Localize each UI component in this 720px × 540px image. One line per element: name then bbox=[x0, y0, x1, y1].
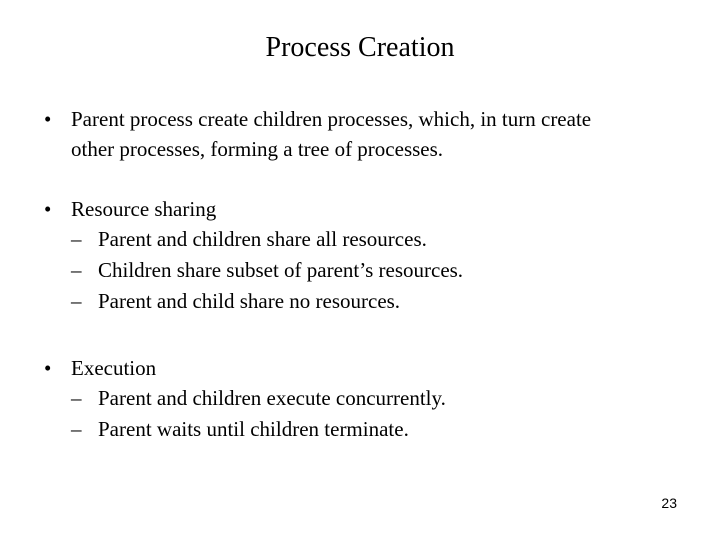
bullet-text: Execution bbox=[71, 356, 157, 380]
sub-bullet bbox=[71, 255, 684, 286]
slide-number: 23 bbox=[661, 495, 677, 511]
sub-bullet-marker: – bbox=[71, 417, 82, 441]
sub-bullet-marker: – bbox=[71, 289, 82, 313]
sub-bullet-marker: – bbox=[71, 386, 82, 410]
sub-bullet-text: Parent and children execute concurrently. bbox=[98, 386, 446, 410]
bullet-text bbox=[71, 104, 684, 164]
sub-bullet bbox=[71, 224, 684, 255]
sub-bullet bbox=[71, 414, 684, 445]
bullet-resource-sharing bbox=[44, 194, 684, 317]
sub-bullet bbox=[71, 286, 684, 317]
sub-bullet-marker: – bbox=[71, 258, 82, 282]
bullet-marker: • bbox=[44, 197, 52, 221]
bullet-text: Resource sharing bbox=[71, 197, 217, 221]
bullet-process-tree bbox=[44, 104, 684, 164]
bullet-text-line: Parent process create children processes, which, in turn create bbox=[71, 107, 592, 131]
sub-bullet-text: Parent and child share no resources. bbox=[98, 289, 401, 313]
sub-bullet-text: Children share subset of parent’s resources. bbox=[98, 258, 464, 282]
sub-bullet-list bbox=[44, 383, 684, 445]
bullet-execution bbox=[44, 353, 684, 445]
sub-bullet-text: Parent waits until children terminate. bbox=[98, 417, 409, 441]
sub-bullet-marker: – bbox=[71, 227, 82, 251]
slide-title: Process Creation bbox=[265, 32, 455, 63]
bullet-text-line: other processes, forming a tree of processes. bbox=[71, 137, 444, 161]
bullet-marker: • bbox=[44, 356, 52, 380]
bullet-marker: • bbox=[44, 107, 52, 131]
sub-bullet-list bbox=[44, 224, 684, 317]
sub-bullet-text: Parent and children share all resources. bbox=[98, 227, 427, 251]
sub-bullet bbox=[71, 383, 684, 414]
